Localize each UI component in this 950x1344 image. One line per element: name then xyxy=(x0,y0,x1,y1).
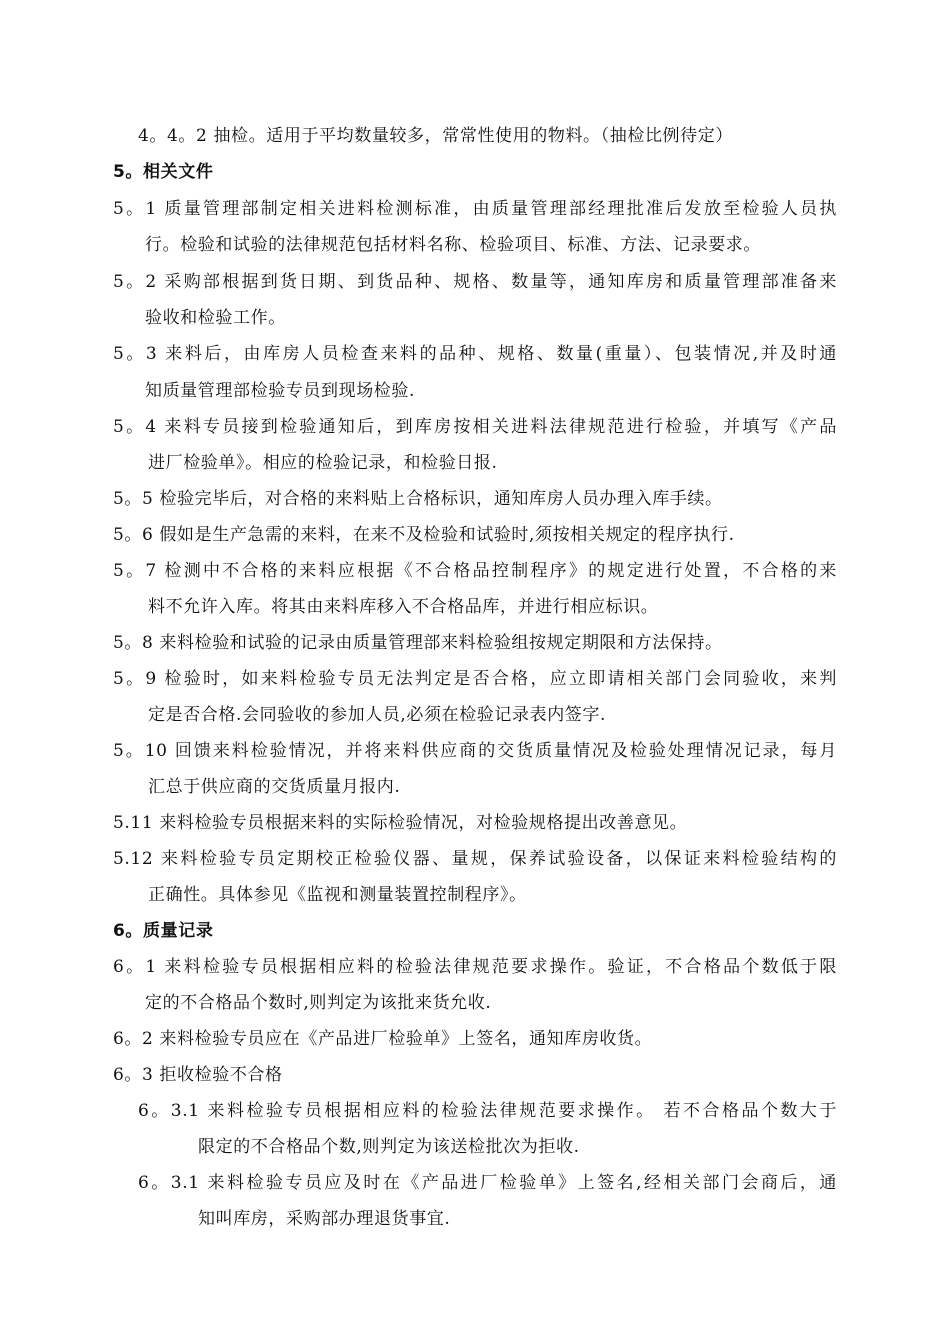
para-6-3-1b-line-1: 6。3.1 来料检验专员应及时在《产品进厂检验单》上签名,经相关部门会商后，通 xyxy=(138,1173,837,1193)
para-5-12-line-2: 正确性。具体参见《监视和测量装置控制程序》。 xyxy=(148,885,527,905)
section-5-heading: 5。相关文件 xyxy=(113,162,214,182)
para-5-10-line-1: 5。10 回馈来料检验情况，并将来料供应商的交货质量情况及检验处理情况记录，每月 xyxy=(113,741,837,761)
para-5-10-line-2: 汇总于供应商的交货质量月报内. xyxy=(148,777,401,797)
para-5-4-line-2: 进厂检验单》。相应的检验记录，和检验日报. xyxy=(148,453,498,473)
para-5-12-line-1: 5.12 来料检验专员定期校正检验仪器、量规，保养试验设备，以保证来料检验结构的 xyxy=(113,849,837,869)
para-5-5: 5。5 检验完毕后，对合格的来料贴上合格标识，通知库房人员办理入库手续。 xyxy=(113,489,723,509)
para-5-4-line-1: 5。4 来料专员接到检验通知后，到库房按相关进料法律规范进行检验，并填写《产品 xyxy=(113,417,837,437)
para-5-2-line-1: 5。2 采购部根据到货日期、到货品种、规格、数量等，通知库房和质量管理部准备来 xyxy=(113,272,837,292)
para-5-11: 5.11 来料检验专员根据来料的实际检验情况，对检验规格提出改善意见。 xyxy=(113,813,688,833)
para-6-3-1a-line-1: 6。3.1 来料检验专员根据相应料的检验法律规范要求操作。 若不合格品个数大于 xyxy=(138,1101,837,1121)
para-6-3-1b-line-2: 知叫库房，采购部办理退货事宜. xyxy=(198,1209,451,1229)
para-6-1-line-2: 定的不合格品个数时,则判定为该批来货允收. xyxy=(145,993,492,1013)
para-5-7-line-1: 5。7 检测中不合格的来料应根据《不合格品控制程序》的规定进行处置，不合格的来 xyxy=(113,561,837,581)
para-5-1-line-1: 5。1 质量管理部制定相关进料检测标准，由质量管理部经理批准后发放至检验人员执 xyxy=(113,199,837,219)
para-6-3: 6。3 拒收检验不合格 xyxy=(113,1065,283,1085)
para-5-2-line-2: 验收和检验工作。 xyxy=(145,308,286,328)
para-5-6: 5。6 假如是生产急需的来料，在来不及检验和试验时,须按相关规定的程序执行. xyxy=(113,525,735,545)
para-6-3-1a-line-2: 限定的不合格品个数,则判定为该送检批次为拒收. xyxy=(198,1137,580,1157)
section-6-heading: 6。质量记录 xyxy=(113,921,214,941)
para-6-2: 6。2 来料检验专员应在《产品进厂检验单》上签名，通知库房收货。 xyxy=(113,1029,653,1049)
para-5-1-line-2: 行。检验和试验的法律规范包括材料名称、检验项目、标准、方法、记录要求。 xyxy=(145,235,761,255)
para-5-3-line-1: 5。3 来料后，由库房人员检查来料的品种、规格、数量(重量）、包装情况,并及时通 xyxy=(113,344,837,364)
para-5-9-line-1: 5。9 检验时，如来料检验专员无法判定是否合格，应立即请相关部门会同验收，来判 xyxy=(113,669,837,689)
para-5-3-line-2: 知质量管理部检验专员到现场检验. xyxy=(145,381,416,401)
para-5-7-line-2: 料不允许入库。将其由来料库移入不合格品库，并进行相应标识。 xyxy=(148,597,659,617)
para-6-1-line-1: 6。1 来料检验专员根据相应料的检验法律规范要求操作。验证，不合格品个数低于限 xyxy=(113,957,837,977)
para-5-8: 5。8 来料检验和试验的记录由质量管理部来料检验组按规定期限和方法保持。 xyxy=(113,633,723,653)
para-4-4-2: 4。4。2 抽检。适用于平均数量较多，常常性使用的物料。（抽检比例待定） xyxy=(138,126,733,146)
para-5-9-line-2: 定是否合格.会同验收的参加人员,必须在检验记录表内签字. xyxy=(148,705,607,725)
